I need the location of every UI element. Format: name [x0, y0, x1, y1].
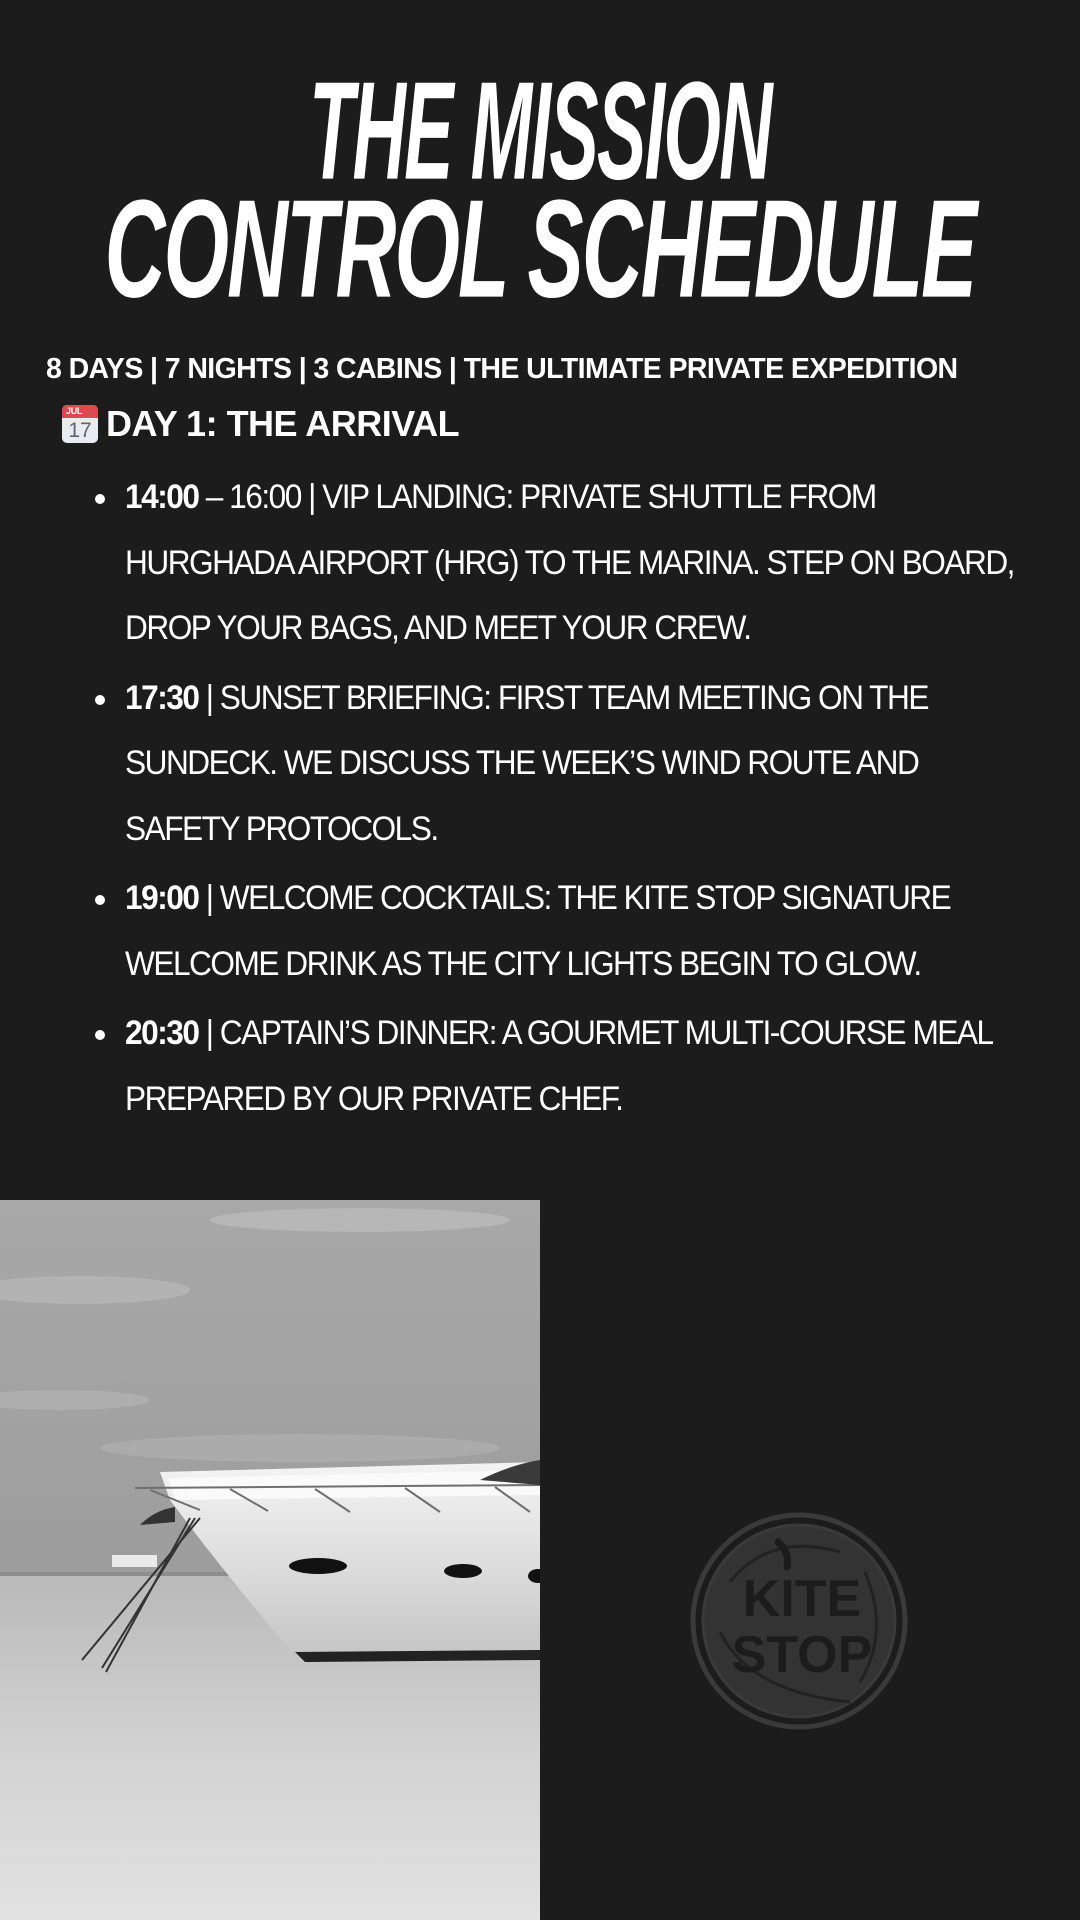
schedule-item — [88, 866, 1048, 997]
bullet-icon — [95, 1030, 105, 1040]
kite-stop-logo-icon — [690, 1512, 908, 1730]
schedule-item — [88, 465, 1048, 662]
schedule-time: 14:00 — [125, 478, 199, 516]
bullet-icon — [95, 895, 105, 905]
calendar-icon — [62, 405, 98, 443]
title-line-1: THE MISSION — [309, 53, 771, 210]
schedule-time: 20:30 — [125, 1014, 199, 1052]
trip-summary: 8 DAYS | 7 NIGHTS | 3 CABINS | THE ULTIMATE PRIVATE EXPEDITION — [46, 353, 958, 385]
schedule-time: 19:00 — [125, 879, 199, 917]
title-line-2: CONTROL SCHEDULE — [104, 171, 976, 328]
schedule-time: 17:30 — [125, 678, 199, 717]
day-title: DAY 1: THE ARRIVAL — [106, 403, 460, 444]
bullet-icon — [95, 695, 105, 705]
schedule-description: – 16:00 | VIP LANDING: PRIVATE SHUTTLE FROM HURGHADA AIRPORT (HRG) TO THE MARINA. STEP ON BOARD, DROP YOUR BAGS, AND MEET YOUR CREW. — [125, 478, 1014, 647]
svg-text:STOP: STOP — [731, 1626, 873, 1684]
schedule-list — [88, 465, 1048, 1136]
page-title — [0, 53, 1080, 328]
schedule-description: | CAPTAIN’S DINNER: A GOURMET MULTI-COURSE MEAL PREPARED BY OUR PRIVATE CHEF. — [125, 1014, 992, 1118]
yacht-photo — [0, 1200, 540, 1920]
kite-stop-logo — [690, 1512, 908, 1730]
svg-text:KITE: KITE — [742, 1570, 862, 1628]
bullet-icon — [95, 494, 105, 504]
calendar-month: JUL — [62, 405, 98, 418]
schedule-description: | WELCOME COCKTAILS: THE KITE STOP SIGNATURE WELCOME DRINK AS THE CITY LIGHTS BEGIN TO GLOW. — [125, 879, 951, 983]
day-heading — [62, 403, 459, 445]
schedule-description: | SUNSET BRIEFING: FIRST TEAM MEETING ON THE SUNDECK. WE DISCUSS THE WEEK’S WIND ROUTE AND SAFETY PROTOCOLS. — [125, 678, 928, 848]
calendar-day: 17 — [68, 419, 92, 442]
schedule-item — [88, 1001, 1048, 1132]
yacht-illustration — [0, 1200, 540, 1920]
schedule-item — [88, 666, 1048, 863]
